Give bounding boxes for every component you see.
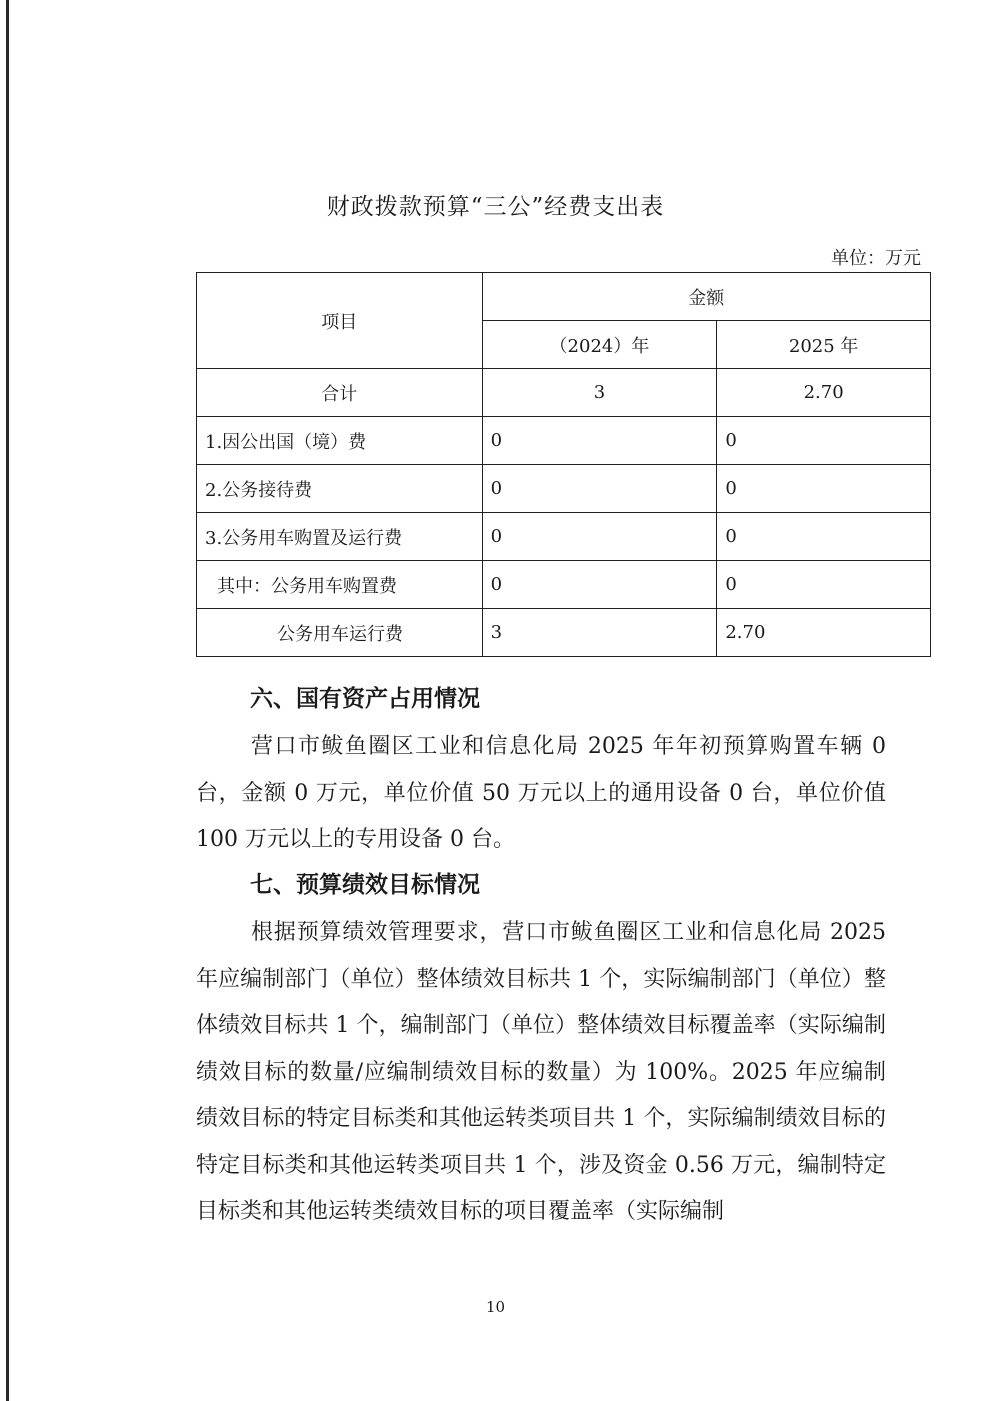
row-label: 3.公务用车购置及运行费 <box>197 513 483 561</box>
table-header-row <box>197 273 931 321</box>
row-value-2025: 0 <box>717 465 931 513</box>
table-row <box>197 561 931 609</box>
table-title: 财政拨款预算“三公”经费支出表 <box>326 194 665 220</box>
row-value-2024: 0 <box>482 417 717 465</box>
row-value-2024: 3 <box>482 369 717 417</box>
row-value-2024: 3 <box>482 609 717 657</box>
header-year-2024: （2024）年 <box>482 321 717 369</box>
row-value-2024: 0 <box>482 513 717 561</box>
table-row <box>197 465 931 513</box>
table-row-total <box>197 369 931 417</box>
table-row <box>197 609 931 657</box>
row-label: 1.因公出国（境）费 <box>197 417 483 465</box>
row-label: 合计 <box>197 369 483 417</box>
row-value-2024: 0 <box>482 561 717 609</box>
page-number: 10 <box>485 1298 506 1316</box>
section-7-body: 根据预算绩效管理要求，营口市鲅鱼圈区工业和信息化局 2025 年应编制部门（单位）整体绩效目标共 1 个，实际编制部门（单位）整体绩效目标共 1 个，编制部门（单位）整体绩效目标覆盖率（实际编制绩效目标的数量/应编制绩效目标的数量）为 100%。2025 年应编制绩效目标的特定目标类和其他运转类项目共 1 个，实际编制绩效目标的特定目标类和其他运转类项目共 1 个，涉及资金 0.56 万元，编制特定目标类和其他运转类绩效目标的项目覆盖率（实际编制 <box>196 920 886 1224</box>
row-value-2025: 0 <box>717 513 931 561</box>
row-label: 2.公务接待费 <box>197 465 483 513</box>
header-year-2025: 2025 年 <box>717 321 931 369</box>
three-public-expenses-table <box>196 272 931 657</box>
section-6-heading: 六、国有资产占用情况 <box>250 686 480 712</box>
header-item: 项目 <box>197 273 483 369</box>
row-value-2025: 2.70 <box>717 369 931 417</box>
row-value-2025: 0 <box>717 561 931 609</box>
row-label: 其中：公务用车购置费 <box>197 561 483 609</box>
section-7-heading: 七、预算绩效目标情况 <box>250 872 480 898</box>
section-6-body: 营口市鲅鱼圈区工业和信息化局 2025 年年初预算购置车辆 0 台，金额 0 万元，单位价值 50 万元以上的通用设备 0 台，单位价值 100 万元以上的专用设备 0 台。 <box>196 734 886 852</box>
row-value-2024: 0 <box>482 465 717 513</box>
unit-label: 单位：万元 <box>831 248 921 269</box>
row-value-2025: 0 <box>717 417 931 465</box>
table-row <box>197 417 931 465</box>
header-amount: 金额 <box>482 273 930 321</box>
row-label: 公务用车运行费 <box>197 609 483 657</box>
row-value-2025: 2.70 <box>717 609 931 657</box>
table-row <box>197 513 931 561</box>
